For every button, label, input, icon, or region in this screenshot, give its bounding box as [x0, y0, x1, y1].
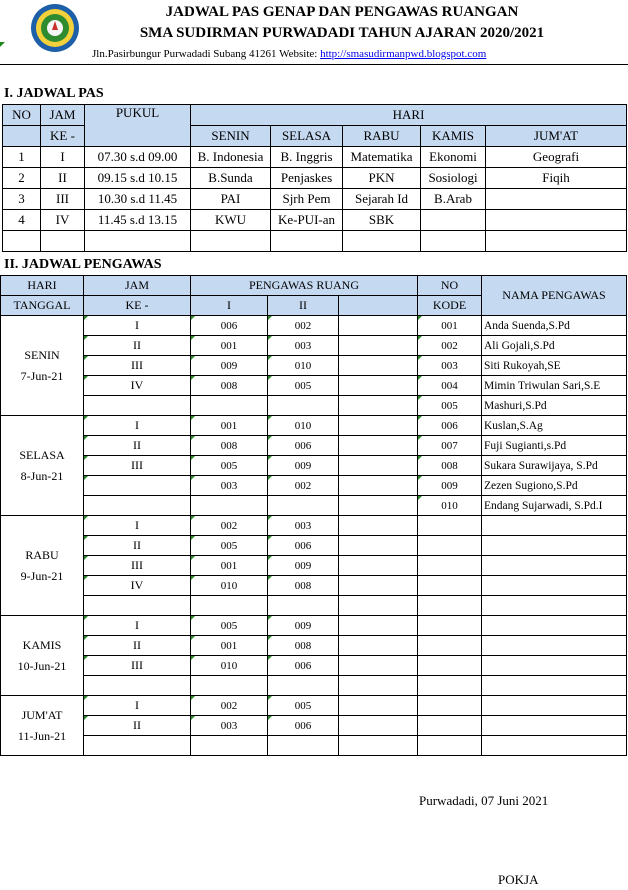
pengawas-row	[1, 376, 627, 396]
pengawas-row	[1, 596, 627, 616]
nama-pengawas	[482, 516, 627, 536]
pengawas-row	[1, 356, 627, 376]
pengawas-row	[1, 636, 627, 656]
hdr2-ruang-1: I	[191, 296, 268, 316]
pas-row	[3, 168, 627, 189]
title-line-1: JADWAL PAS GENAP DAN PENGAWAS RUANGAN	[165, 4, 519, 20]
pengawas-row	[1, 696, 627, 716]
ruang-blank	[339, 536, 418, 556]
kode	[418, 536, 482, 556]
pengawas-row	[1, 476, 627, 496]
ruang-1: 005	[191, 456, 268, 476]
hdr2-tanggal: TANGGAL	[1, 296, 84, 316]
nama-pengawas	[482, 676, 627, 696]
ruang-1: 008	[191, 436, 268, 456]
ruang-2: 006	[268, 536, 339, 556]
pengawas-row	[1, 416, 627, 436]
ruang-2: 003	[268, 516, 339, 536]
ruang-1	[191, 396, 268, 416]
ruang-1: 002	[191, 516, 268, 536]
jam-ke	[84, 676, 191, 696]
pas-row	[3, 189, 627, 210]
hdr-no-blank	[3, 126, 41, 147]
hdr2-ruang-2: II	[268, 296, 339, 316]
subject-cell: Sosiologi	[421, 168, 486, 189]
ruang-2: 005	[268, 376, 339, 396]
hdr-jumat: JUM'AT	[486, 126, 627, 147]
hdr-rabu: RABU	[343, 126, 421, 147]
kode: 003	[418, 356, 482, 376]
ruang-2	[268, 736, 339, 756]
hdr2-jam: JAM	[84, 276, 191, 296]
row-pukul: 07.30 s.d 09.00	[85, 147, 191, 168]
nama-pengawas	[482, 696, 627, 716]
place-date: Purwadadi, 07 Juni 2021	[419, 793, 549, 808]
day-date: 11-Jun-21	[17, 728, 67, 743]
day-date: 10-Jun-21	[17, 658, 67, 673]
ruang-2	[268, 676, 339, 696]
signature-label: POKJA	[498, 872, 539, 887]
jam-ke: II	[84, 636, 191, 656]
subject-cell: PAI	[191, 189, 271, 210]
nama-pengawas	[482, 736, 627, 756]
subject-cell: Fiqih	[486, 168, 627, 189]
hdr-ke: KE -	[41, 126, 85, 147]
day-name: KAMIS	[22, 637, 62, 652]
hdr2-ke: KE -	[84, 296, 191, 316]
subject-cell: Sejarah Id	[343, 189, 421, 210]
kode: 009	[418, 476, 482, 496]
nama-pengawas	[482, 556, 627, 576]
nama-pengawas	[482, 636, 627, 656]
jam-ke	[84, 736, 191, 756]
ruang-1: 003	[191, 716, 268, 736]
empty-cell	[421, 231, 486, 252]
subject-cell: Sjrh Pem	[271, 189, 343, 210]
day-cell	[1, 696, 84, 756]
ruang-1: 010	[191, 576, 268, 596]
empty-cell	[41, 231, 85, 252]
hdr2-nama: NAMA PENGAWAS	[482, 276, 627, 316]
ruang-2: 010	[268, 356, 339, 376]
ruang-blank	[339, 736, 418, 756]
subject-cell: B.Arab	[421, 189, 486, 210]
day-date: 7-Jun-21	[20, 368, 64, 383]
pengawas-row	[1, 456, 627, 476]
hdr2-blank	[339, 296, 418, 316]
ruang-blank	[339, 456, 418, 476]
section-2-title: II. JADWAL PENGAWAS	[4, 257, 162, 272]
ruang-blank	[339, 356, 418, 376]
subject-cell: B. Indonesia	[191, 147, 271, 168]
hdr2-kode: KODE	[418, 296, 482, 316]
nama-pengawas	[482, 536, 627, 556]
ruang-blank	[339, 596, 418, 616]
ruang-blank	[339, 636, 418, 656]
nama-pengawas	[482, 656, 627, 676]
header-rule	[0, 64, 628, 65]
hdr-selasa: SELASA	[271, 126, 343, 147]
address-text: Jln.Pasirbungur Purwadadi Subang 41261 Website:	[92, 48, 321, 60]
ruang-2: 009	[268, 616, 339, 636]
pengawas-row	[1, 516, 627, 536]
ruang-blank	[339, 656, 418, 676]
ruang-2: 009	[268, 556, 339, 576]
empty-cell	[3, 231, 41, 252]
pas-row	[3, 147, 627, 168]
jam-ke: II	[84, 336, 191, 356]
subject-cell: PKN	[343, 168, 421, 189]
jam-ke: I	[84, 516, 191, 536]
ruang-blank	[339, 696, 418, 716]
ruang-1: 005	[191, 616, 268, 636]
kode	[418, 556, 482, 576]
row-pukul: 11.45 s.d 13.15	[85, 210, 191, 231]
title-line-2: SMA SUDIRMAN PURWADADI TAHUN AJARAN 2020/2021	[139, 25, 545, 41]
subject-cell	[486, 189, 627, 210]
nama-pengawas: Mashuri,S.Pd	[482, 396, 627, 416]
day-name: SELASA	[19, 447, 65, 462]
jam-ke: III	[84, 456, 191, 476]
kode	[418, 676, 482, 696]
row-jam: II	[41, 168, 85, 189]
pas-row	[3, 231, 627, 252]
pengawas-row	[1, 656, 627, 676]
nama-pengawas: Mimin Triwulan Sari,S.E	[482, 376, 627, 396]
ruang-2	[268, 396, 339, 416]
ruang-1: 005	[191, 536, 268, 556]
day-cell	[1, 516, 84, 616]
row-no: 3	[3, 189, 41, 210]
ruang-1: 001	[191, 416, 268, 436]
ruang-blank	[339, 556, 418, 576]
nama-pengawas: Fuji Sugianti,s.Pd	[482, 436, 627, 456]
nama-pengawas: Endang Sujarwadi, S.Pd.I	[482, 496, 627, 516]
hdr-jam: JAM	[41, 105, 85, 126]
kode	[418, 696, 482, 716]
ruang-2: 006	[268, 656, 339, 676]
ruang-1: 003	[191, 476, 268, 496]
ruang-2: 005	[268, 696, 339, 716]
jam-ke: II	[84, 716, 191, 736]
nama-pengawas	[482, 616, 627, 636]
subject-cell: B. Inggris	[271, 147, 343, 168]
subject-cell	[486, 210, 627, 231]
pengawas-row	[1, 536, 627, 556]
nama-pengawas: Kuslan,S.Ag	[482, 416, 627, 436]
subject-cell: Ekonomi	[421, 147, 486, 168]
pengawas-row	[1, 556, 627, 576]
ruang-2: 008	[268, 636, 339, 656]
ruang-2: 010	[268, 416, 339, 436]
ruang-1: 002	[191, 696, 268, 716]
subject-cell: KWU	[191, 210, 271, 231]
day-cell	[1, 416, 84, 516]
kode	[418, 656, 482, 676]
hdr2-no: NO	[418, 276, 482, 296]
ruang-1: 010	[191, 656, 268, 676]
ruang-1: 008	[191, 376, 268, 396]
jadwal-pengawas-table	[0, 275, 627, 756]
subject-cell: SBK	[343, 210, 421, 231]
day-name: RABU	[25, 547, 59, 562]
subject-cell	[421, 210, 486, 231]
kode: 007	[418, 436, 482, 456]
pengawas-row	[1, 496, 627, 516]
empty-cell	[486, 231, 627, 252]
nama-pengawas	[482, 596, 627, 616]
day-cell	[1, 316, 84, 416]
jadwal-pas-table	[2, 104, 627, 252]
ruang-1: 001	[191, 636, 268, 656]
day-date: 8-Jun-21	[20, 468, 64, 483]
jam-ke: I	[84, 616, 191, 636]
nama-pengawas	[482, 716, 627, 736]
jam-ke: I	[84, 316, 191, 336]
kode	[418, 596, 482, 616]
section-1-title: I. JADWAL PAS	[4, 86, 104, 101]
ruang-1: 001	[191, 336, 268, 356]
ruang-blank	[339, 576, 418, 596]
row-pukul: 10.30 s.d 11.45	[85, 189, 191, 210]
hdr-no: NO	[3, 105, 41, 126]
kode: 001	[418, 316, 482, 336]
jam-ke: III	[84, 556, 191, 576]
hdr2-pengawas-ruang: PENGAWAS RUANG	[191, 276, 418, 296]
kode	[418, 716, 482, 736]
jam-ke	[84, 496, 191, 516]
jam-ke: III	[84, 356, 191, 376]
pengawas-row	[1, 436, 627, 456]
pengawas-row	[1, 676, 627, 696]
nama-pengawas: Siti Rukoyah,SE	[482, 356, 627, 376]
kode	[418, 516, 482, 536]
address	[92, 48, 486, 60]
row-pukul: 09.15 s.d 10.15	[85, 168, 191, 189]
jam-ke: II	[84, 536, 191, 556]
hdr-kamis: KAMIS	[421, 126, 486, 147]
ruang-2: 003	[268, 336, 339, 356]
empty-cell	[85, 231, 191, 252]
corner-mark	[0, 42, 5, 47]
subject-cell: Geografi	[486, 147, 627, 168]
kode	[418, 636, 482, 656]
jam-ke: IV	[84, 576, 191, 596]
subject-cell: B.Sunda	[191, 168, 271, 189]
ruang-blank	[339, 316, 418, 336]
pengawas-row	[1, 736, 627, 756]
kode: 005	[418, 396, 482, 416]
subject-cell: Ke-PUI-an	[271, 210, 343, 231]
row-no: 4	[3, 210, 41, 231]
jam-ke	[84, 476, 191, 496]
pengawas-row	[1, 716, 627, 736]
empty-cell	[191, 231, 271, 252]
hdr-pukul: PUKUL	[85, 105, 191, 147]
row-jam: IV	[41, 210, 85, 231]
website-link[interactable]: http://smasudirmanpwd.blogspot.com	[320, 48, 487, 60]
ruang-1: 006	[191, 316, 268, 336]
row-no: 1	[3, 147, 41, 168]
nama-pengawas: Sukara Surawijaya, S.Pd	[482, 456, 627, 476]
empty-cell	[343, 231, 421, 252]
jam-ke: I	[84, 696, 191, 716]
ruang-2: 002	[268, 316, 339, 336]
ruang-1	[191, 736, 268, 756]
kode	[418, 616, 482, 636]
ruang-blank	[339, 716, 418, 736]
jam-ke: IV	[84, 376, 191, 396]
hdr-hari: HARI	[191, 105, 627, 126]
kode	[418, 736, 482, 756]
kode: 004	[418, 376, 482, 396]
day-name: SENIN	[24, 347, 60, 362]
subject-cell: Matematika	[343, 147, 421, 168]
row-jam: I	[41, 147, 85, 168]
ruang-blank	[339, 516, 418, 536]
pengawas-row	[1, 396, 627, 416]
ruang-blank	[339, 436, 418, 456]
ruang-blank	[339, 416, 418, 436]
pengawas-row	[1, 616, 627, 636]
day-cell	[1, 616, 84, 696]
pengawas-row	[1, 316, 627, 336]
ruang-1	[191, 596, 268, 616]
jam-ke	[84, 596, 191, 616]
ruang-blank	[339, 676, 418, 696]
ruang-2	[268, 596, 339, 616]
ruang-2	[268, 496, 339, 516]
hdr-senin: SENIN	[191, 126, 271, 147]
ruang-1	[191, 496, 268, 516]
jam-ke: I	[84, 416, 191, 436]
subject-cell: Penjaskes	[271, 168, 343, 189]
ruang-2: 006	[268, 716, 339, 736]
ruang-2: 008	[268, 576, 339, 596]
hdr2-hari: HARI	[1, 276, 84, 296]
pengawas-row	[1, 576, 627, 596]
pengawas-row	[1, 336, 627, 356]
ruang-2: 006	[268, 436, 339, 456]
ruang-blank	[339, 616, 418, 636]
row-no: 2	[3, 168, 41, 189]
nama-pengawas: Ali Gojali,S.Pd	[482, 336, 627, 356]
jam-ke: II	[84, 436, 191, 456]
nama-pengawas: Anda Suenda,S.Pd	[482, 316, 627, 336]
day-date: 9-Jun-21	[20, 568, 64, 583]
ruang-1: 001	[191, 556, 268, 576]
empty-cell	[271, 231, 343, 252]
kode: 010	[418, 496, 482, 516]
kode: 006	[418, 416, 482, 436]
ruang-2: 002	[268, 476, 339, 496]
jam-ke	[84, 396, 191, 416]
nama-pengawas	[482, 576, 627, 596]
ruang-1: 009	[191, 356, 268, 376]
kode	[418, 576, 482, 596]
ruang-blank	[339, 496, 418, 516]
pas-row	[3, 210, 627, 231]
nama-pengawas: Zezen Sugiono,S.Pd	[482, 476, 627, 496]
kode: 008	[418, 456, 482, 476]
ruang-2: 009	[268, 456, 339, 476]
row-jam: III	[41, 189, 85, 210]
day-name: JUM'AT	[21, 707, 63, 722]
ruang-1	[191, 676, 268, 696]
kode: 002	[418, 336, 482, 356]
ruang-blank	[339, 376, 418, 396]
ruang-blank	[339, 396, 418, 416]
jam-ke: III	[84, 656, 191, 676]
ruang-blank	[339, 336, 418, 356]
ruang-blank	[339, 476, 418, 496]
